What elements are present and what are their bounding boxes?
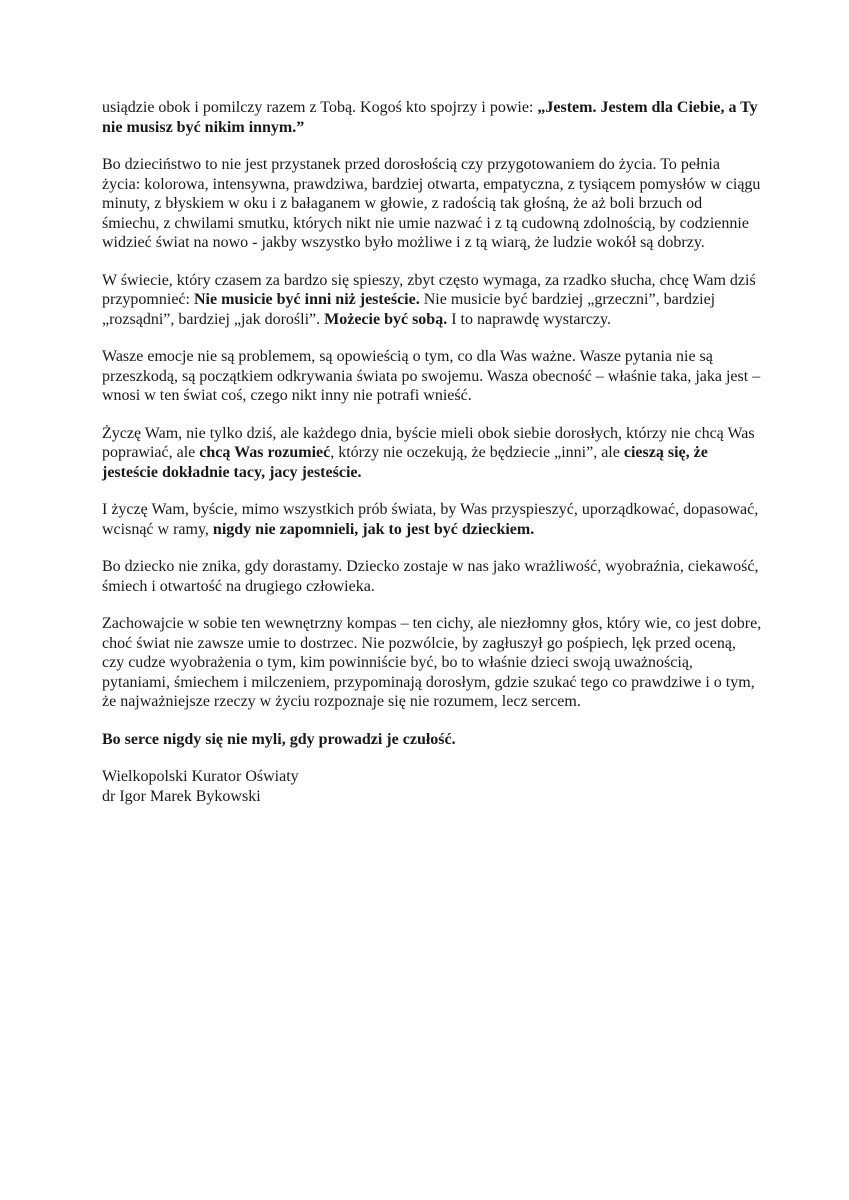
bold-text-run: „Jestem. Jestem dla Ciebie, a Ty nie musisz być nikim innym.” xyxy=(102,99,758,136)
text-run: Bo dziecko nie znika, gdy dorastamy. Dziecko zostaje w nas jako wrażliwość, wyobraźnia, ciekawość, śmiech i otwartość na drugiego człowieka. xyxy=(102,558,759,595)
text-run: usiądzie obok i pomilczy razem z Tobą. Kogoś kto spojrzy i powie: xyxy=(102,99,538,116)
bold-text-run: chcą Was rozumieć xyxy=(199,444,331,461)
text-run: Bo dzieciństwo to nie jest przystanek przed dorosłością czy przygotowaniem do życia. To pełnia życia: kolorowa, intensywna, prawdziwa, bardziej otwarta, empatyczna, z tysiącem pomysłów w ciągu minuty, z błyskiem w oku i z bałaganem w głowie, z radością tak głośną, że aż boli brzuch od śmiechu, z chwilami smutku, których nikt nie umie nazwać i z tą cudowną zdolnością, by codziennie widzieć świat na nowo - jakby wszystko było możliwe i z tą wiarą, że ludzie wokół są dobrzy. xyxy=(102,156,761,251)
letter-paragraph xyxy=(102,98,762,137)
bold-text-run: nigdy nie zapomnieli, jak to jest być dzieckiem. xyxy=(212,520,535,538)
letter-paragraph xyxy=(102,271,762,330)
bold-text-run: Nie musicie być inni niż jesteście. xyxy=(193,291,420,308)
text-run: , którzy nie oczekują, że będziecie „inni”, ale xyxy=(330,444,624,461)
bold-text-run: Możecie być sobą. xyxy=(324,310,448,328)
letter-body xyxy=(102,98,762,712)
letter-page xyxy=(102,98,762,806)
signature-name: dr Igor Marek Bykowski xyxy=(102,787,261,805)
letter-paragraph xyxy=(102,347,762,406)
letter-paragraph xyxy=(102,557,762,596)
text-run: Życzę Wam, nie tylko dziś, ale każdego dnia, byście mieli obok siebie dorosłych, którzy nie chcą Was poprawiać, ale xyxy=(102,424,755,461)
letter-paragraph xyxy=(102,155,762,253)
text-run: W świecie, który czasem za bardzo się spieszy, zbyt często wymaga, za rzadko słucha, chcę Wam dziś przypomnieć: xyxy=(102,271,756,308)
bold-text-run: cieszą się, że jesteście dokładnie tacy, jacy jesteście. xyxy=(102,444,708,481)
text-run: I to naprawdę wystarczy. xyxy=(447,310,611,328)
letter-paragraph xyxy=(102,500,762,539)
text-run: Wasze emocje nie są problemem, są opowieścią o tym, co dla Was ważne. Wasze pytania nie są przeszkodą, są początkiem odkrywania świata po swojemu. Wasza obecność – właśnie taka, jaka jest – wnosi w ten świat coś, czego nikt inny nie potrafi wnieść. xyxy=(102,348,761,404)
letter-paragraph xyxy=(102,424,762,483)
text-run: I życzę Wam, byście, mimo wszystkich prób świata, by Was przyspieszyć, uporządkować, dopasować, wcisnąć w ramy, xyxy=(102,501,759,538)
letter-paragraph xyxy=(102,614,762,712)
text-run: Zachowajcie w sobie ten wewnętrzny kompas – ten cichy, ale niezłomny głos, który wie, co jest dobre, choć świat nie zawsze umie to dostrzec. Nie pozwólcie, by zagłuszył go pośpiech, lęk przed oceną, czy cudze wyobrażenia o tym, kim powinniście być, bo to właśnie dzieci swoją uważnością, pytaniami, śmiechem i milczeniem, przypominają dorosłym, gdzie szukać tego co prawdziwe i o tym, że najważniejsze rzeczy w życiu rozpoznaje się nie rozumem, lecz sercem. xyxy=(102,615,762,710)
closing-line: Bo serce nigdy się nie myli, gdy prowadzi je czułość. xyxy=(102,730,456,748)
text-run: Nie musicie być bardziej „grzeczni”, bardziej „rozsądni”, bardziej „jak dorośli”. xyxy=(102,291,716,328)
signature-role: Wielkopolski Kurator Oświaty xyxy=(102,768,299,785)
signature-block xyxy=(102,767,762,806)
